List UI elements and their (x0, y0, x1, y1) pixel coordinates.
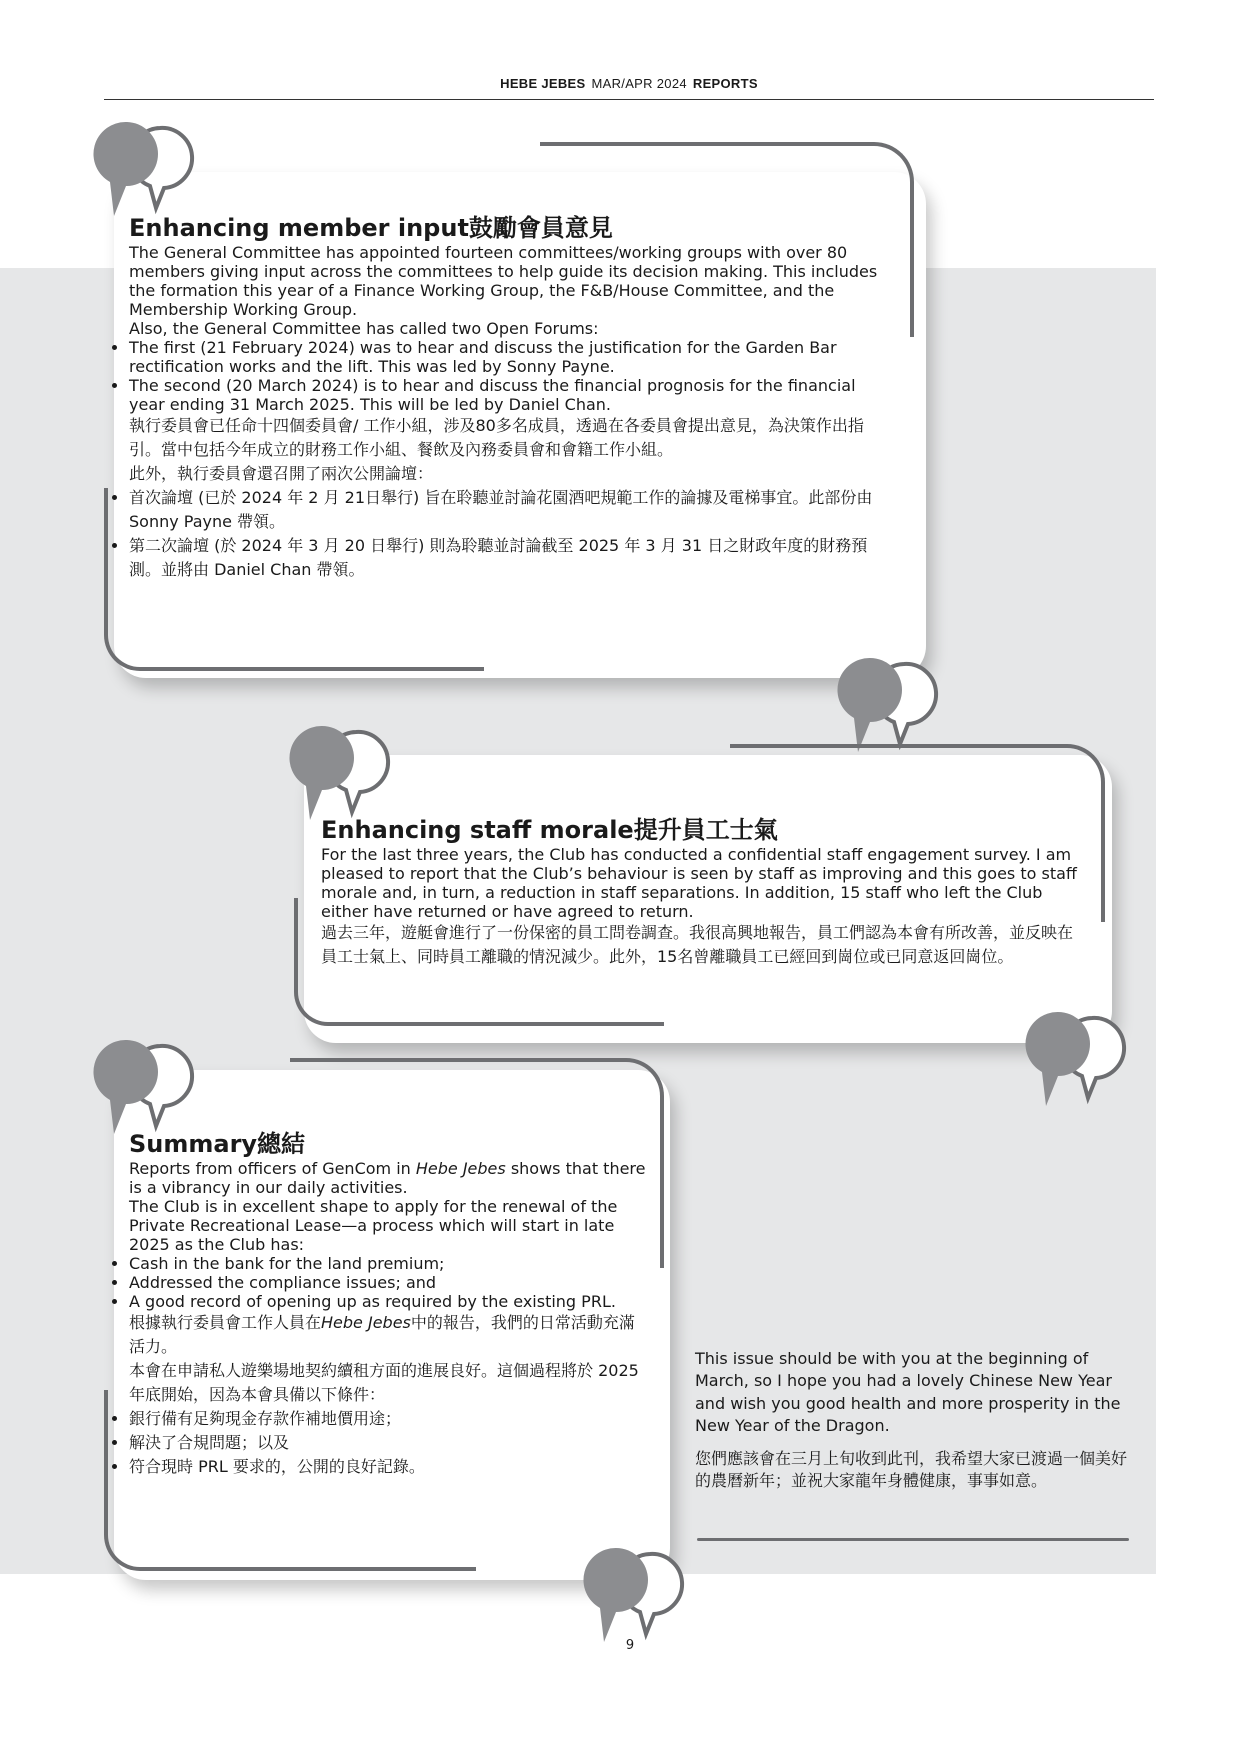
paragraph-zh: 本會在申請私人遊樂場地契約續租方面的進展良好。這個過程將於 2025 年底開始，因為本會具備以下條件： (129, 1361, 639, 1404)
publication-title: Hebe Jebes (321, 1313, 411, 1332)
paragraph: The Club is in excellent shape to apply for the renewal of the Private Recreational Lease—a process which will start in late 2025 as the Club has: (129, 1197, 618, 1254)
section-name: REPORTS (692, 76, 758, 91)
bullet-list (129, 338, 889, 414)
list-item: • 第二次論壇 (於 2024 年 3 月 20 日舉行) 則為聆聽並討論截至 2025 年 3 月 31 日之財政年度的財務預測。並將由 Daniel Chan 帶領。 (129, 534, 889, 582)
list-item: • 符合現時 PRL 要求的，公開的良好記錄。 (129, 1455, 649, 1479)
paragraph-zh: 執行委員會已任命十四個委員會/ 工作小組，涉及80多名成員，透過在各委員會提出意見，為決策作出指引。當中包括今年成立的財務工作小組、餐飲及內務委員會和會籍工作小組。 (129, 416, 864, 459)
text-run: shows that there is a vibrancy in our daily activities. (129, 1159, 646, 1197)
section-heading (321, 810, 1083, 845)
closing-paragraph-zh: 您們應該會在三月上旬收到此刊，我希望大家已渡過一個美好的農曆新年；並祝大家龍年身體健康，事事如意。 (695, 1448, 1128, 1491)
list-item: • Cash in the bank for the land premium; (129, 1254, 649, 1273)
closing-note (695, 1348, 1131, 1502)
bullet-list (129, 1254, 649, 1311)
heading-zh: 鼓勵會員意見 (468, 214, 613, 242)
list-item: • The second (20 March 2024) is to hear and discuss the financial prognosis for the financial year ending 31 March 2025. This will be led by Daniel Chan. (129, 376, 889, 414)
header-rule (104, 99, 1154, 100)
heading-en: Enhancing staff morale (321, 816, 634, 844)
paragraph-zh: 過去三年，遊艇會進行了一份保密的員工問卷調查。我很高興地報告，員工們認為本會有所改善，並反映在員工士氣上、同時員工離職的情況減少。此外，15名曾離職員工已經回到崗位或已同意返回崗位。 (321, 923, 1074, 966)
speech-bubble-icon (578, 1538, 698, 1648)
paragraph-zh: 此外，執行委員會還召開了兩次公開論壇： (129, 464, 434, 483)
text-run: Reports from officers of GenCom in (129, 1159, 416, 1178)
speech-bubble-icon (88, 112, 208, 222)
summary-content (129, 1124, 649, 1479)
section-heading (129, 208, 889, 243)
closing-rule (697, 1538, 1129, 1541)
bullet-list-zh (129, 486, 889, 582)
heading-en: Enhancing member input (129, 214, 469, 242)
paragraph (129, 1159, 649, 1197)
closing-paragraph: This issue should be with you at the beginning of March, so I hope you had a lovely Chinese New Year and wish you good health and more prosperity in the New Year of the Dragon. (695, 1349, 1121, 1436)
publication-title: Hebe Jebes (415, 1159, 506, 1178)
list-item: • The first (21 February 2024) was to hear and discuss the justification for the Garden Bar rectification works and the lift. This was led by Sonny Payne. (129, 338, 889, 376)
page-number: 9 (625, 1638, 635, 1653)
speech-bubble-icon (1020, 1002, 1140, 1112)
speech-bubble-icon (832, 648, 952, 758)
bullet-list-zh (129, 1407, 649, 1479)
paragraph-zh (129, 1311, 649, 1359)
issue-date: MAR/APR 2024 (591, 76, 687, 91)
text-run: 中的報告，我們的日常活動充滿活力。 (129, 1313, 635, 1356)
heading-en: Summary (129, 1130, 258, 1158)
heading-zh: 提升員工士氣 (633, 816, 778, 844)
paragraph: The General Committee has appointed fourteen committees/working groups with over 80 members giving input across the committees to help guide its decision making. This includes the formation this year of a Finance Working Group, the F&B/House Committee, and the Membership Working Group. (129, 243, 878, 319)
heading-zh: 總結 (257, 1130, 306, 1158)
publication-name: HEBE JEBES (500, 76, 586, 91)
list-item: • A good record of opening up as required by the existing PRL. (129, 1292, 649, 1311)
paragraph: For the last three years, the Club has conducted a confidential staff engagement survey. I am pleased to report that the Club’s behaviour is seen by staff as improving and this goes to staff morale and, in turn, a reduction in staff separations. In addition, 15 staff who left the Club either have returned or have agreed to return. (321, 845, 1077, 921)
paragraph: Also, the General Committee has called two Open Forums: (129, 319, 599, 338)
member-input-content (129, 208, 889, 582)
speech-bubble-icon (88, 1030, 208, 1140)
list-item: • Addressed the compliance issues; and (129, 1273, 649, 1292)
list-item: • 首次論壇 (已於 2024 年 2 月 21日舉行) 旨在聆聽並討論花園酒吧規範工作的論據及電梯事宜。此部份由 Sonny Payne 帶領。 (129, 486, 889, 534)
list-item: • 銀行備有足夠現金存款作補地價用途； (129, 1407, 649, 1431)
text-run: 根據執行委員會工作人員在 (129, 1313, 322, 1332)
speech-bubble-icon (284, 716, 404, 826)
list-item: • 解決了合規問題；以及 (129, 1431, 649, 1455)
staff-morale-content (321, 810, 1083, 969)
